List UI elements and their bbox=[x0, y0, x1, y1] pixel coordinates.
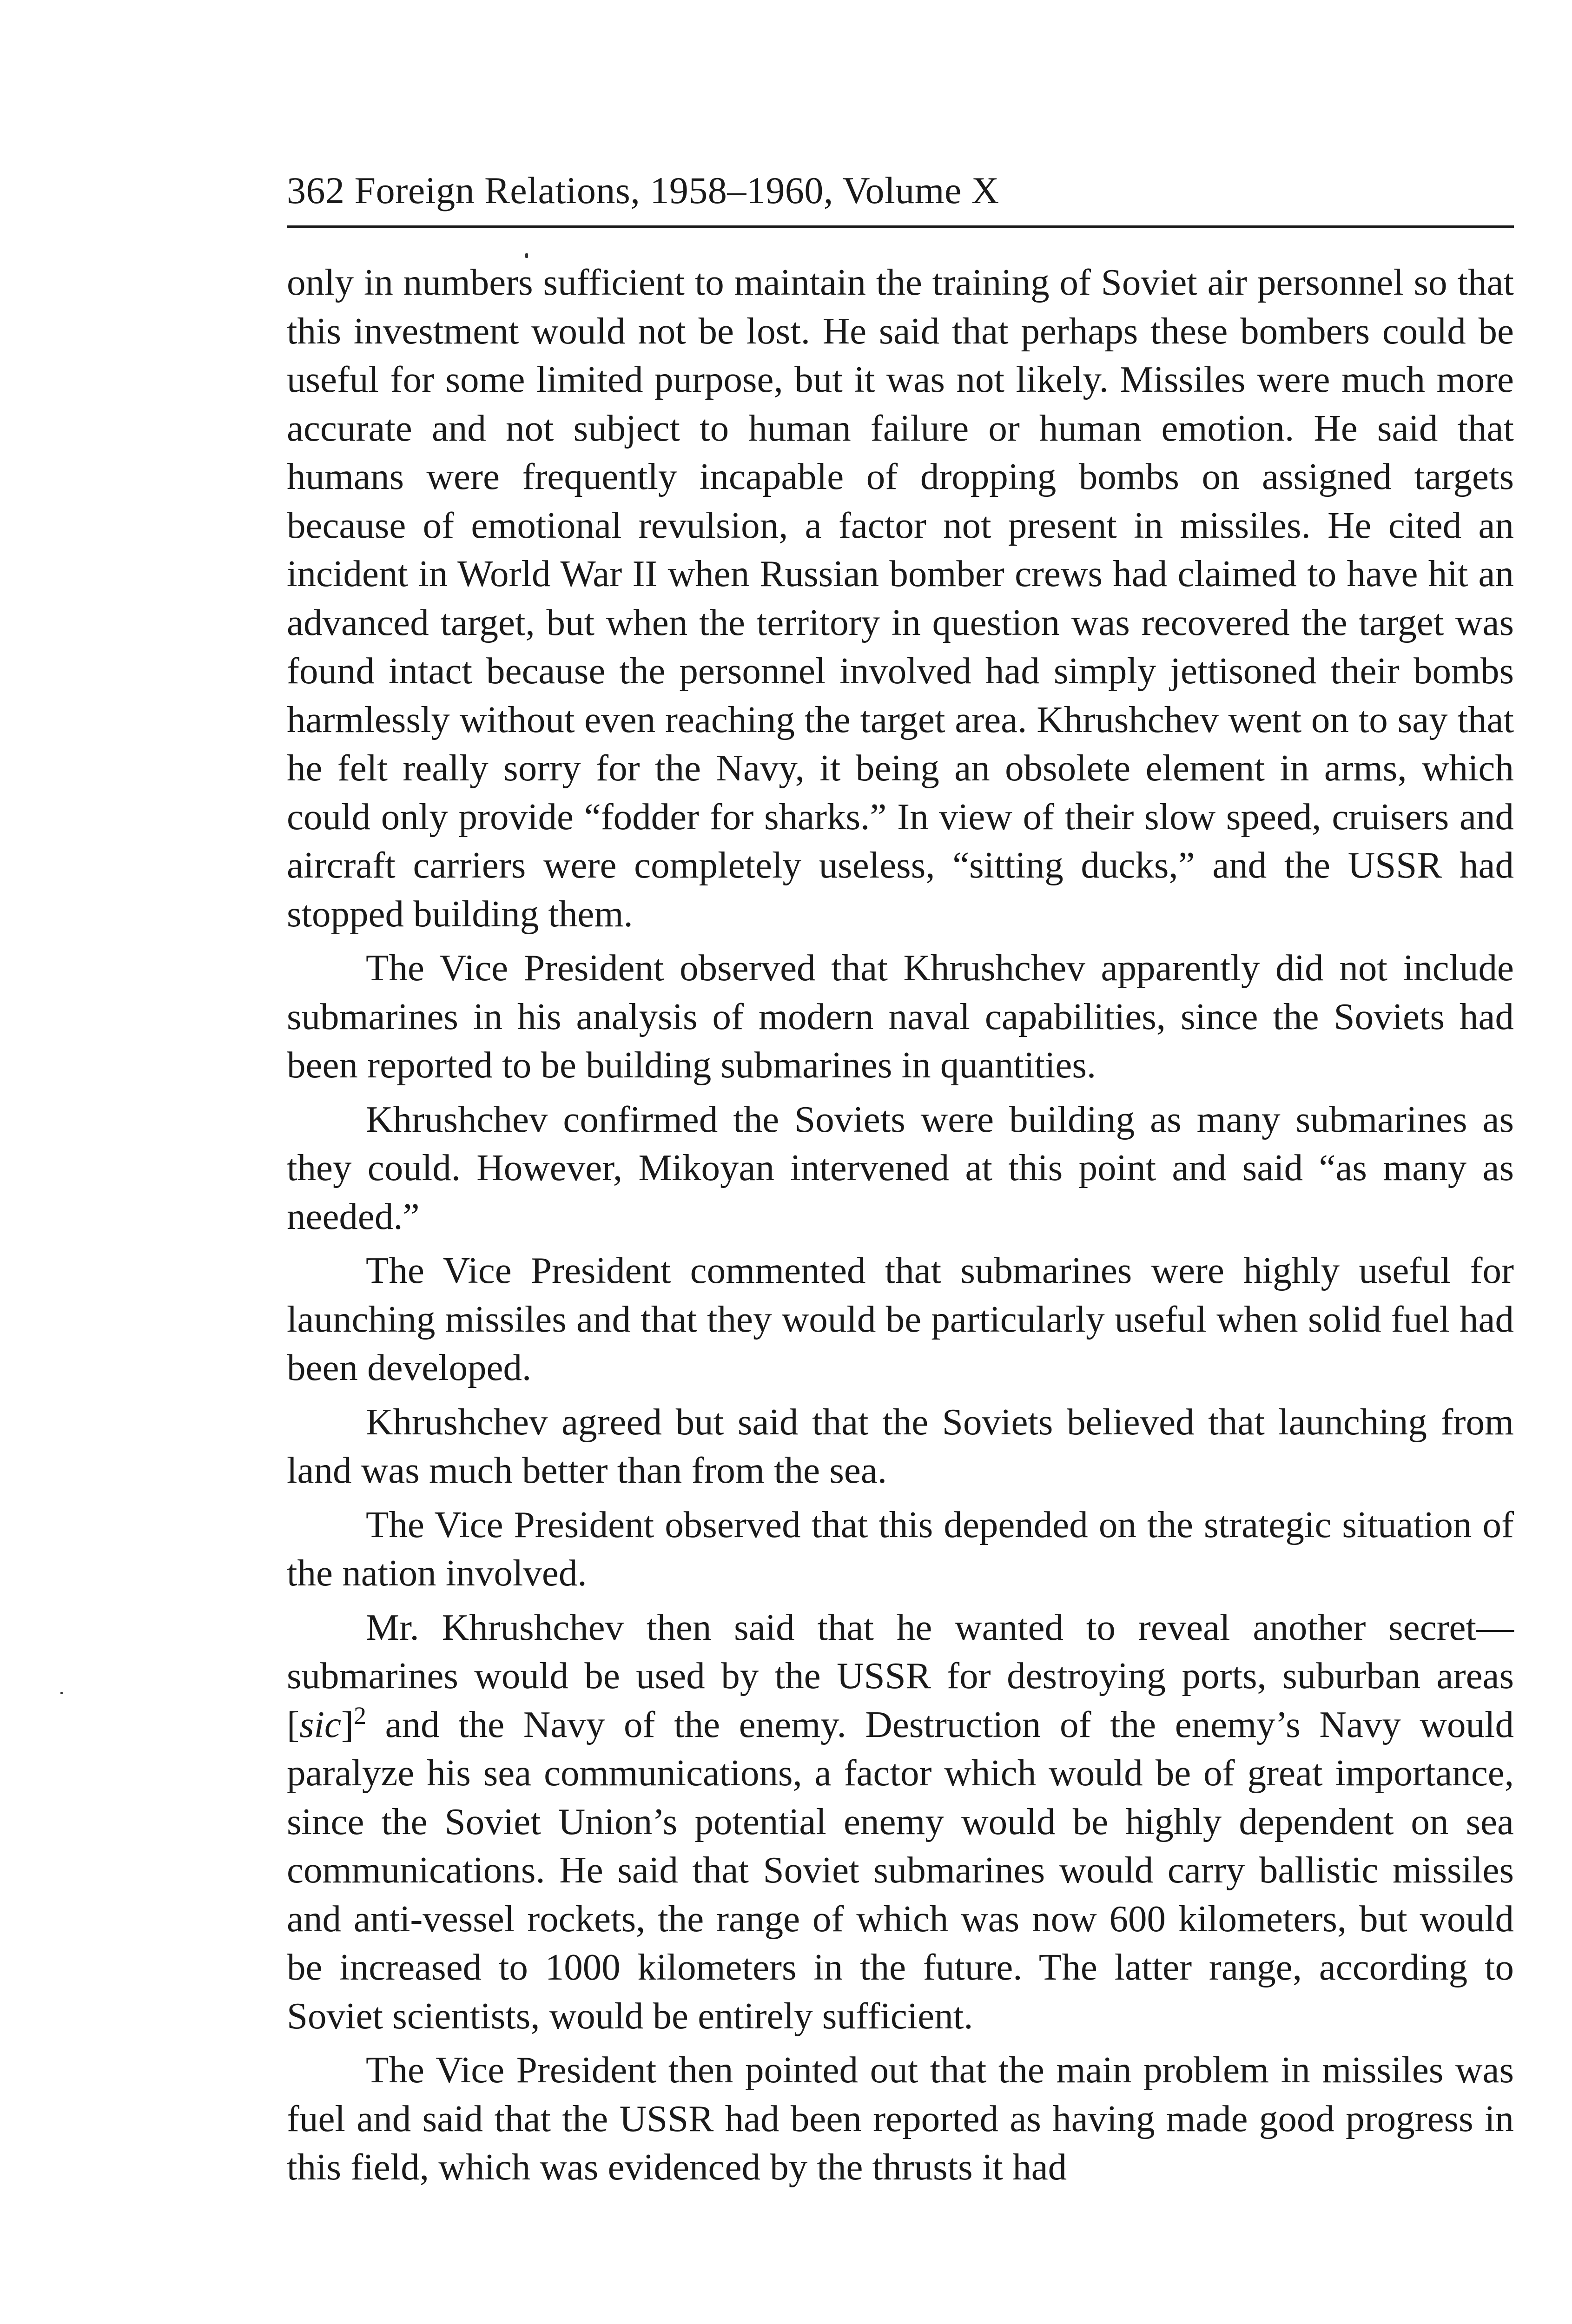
paragraph-with-footnote-ref bbox=[287, 1603, 1514, 2040]
paragraph: The Vice President observed that Khrushchev apparently did not include submarines in his analysis of modern naval capabilities, since the Soviets had been reported to be building submarines in quantities. bbox=[287, 947, 1514, 1086]
paragraph-text: Mr. Khrushchev then said that he wanted to reveal another secret— submarines would be used by the USSR for destroying ports, suburban areas [ bbox=[287, 1606, 1514, 1745]
paragraph: Khrushchev confirmed the Soviets were building as many submarines as they could. However, Mikoyan intervened at this point and said “as many as needed.” bbox=[287, 1098, 1514, 1237]
paragraph: Khrushchev agreed but said that the Soviets believed that launching from land was much better than from the sea. bbox=[287, 1400, 1514, 1491]
scan-speck bbox=[60, 1692, 63, 1694]
paragraph: The Vice President commented that submarines were highly useful for launching missiles and that they would be particularly useful when solid fuel had been developed. bbox=[287, 1249, 1514, 1388]
scan-speck bbox=[525, 253, 528, 258]
paragraph: The Vice President observed that this depended on the strategic situation of the nation involved. bbox=[287, 1503, 1514, 1594]
header-rule bbox=[287, 225, 1514, 228]
close-bracket: ] bbox=[341, 1703, 354, 1745]
paragraph: The Vice President then pointed out that the main problem in missiles was fuel and said that the USSR had been reported as having made good progress in this field, which was evidenced by the thrusts it had bbox=[287, 2049, 1514, 2188]
paragraph-continued: only in numbers sufficient to maintain the training of Soviet air personnel so that this investment would not be lost. He said that perhaps these bombers could be useful for some limited purpose, but it was not likely. Missiles were much more accurate and not subject to human failure or human emotion. He said that humans were frequently incapable of dropping bombs on assigned targets because of emotional revulsion, a factor not present in missiles. He cited an incident in World War II when Russian bomber crews had claimed to have hit an advanced target, but when the territory in question was recovered the target was found intact because the personnel involved had simply jettisoned their bombs harmlessly without even reaching the target area. Khrushchev went on to say that he felt really sorry for the Navy, it being an obsolete element in arms, which could only provide “fodder for sharks.” In view of their slow speed, cruisers and aircraft carriers were completely useless, “sitting ducks,” and the USSR had stopped building them. bbox=[287, 261, 1514, 935]
running-head: 362 Foreign Relations, 1958–1960, Volume X bbox=[287, 169, 999, 211]
sic-italic: sic bbox=[299, 1703, 341, 1745]
body-text bbox=[287, 258, 1514, 2192]
footnote-reference[interactable]: 2 bbox=[353, 1701, 366, 1730]
paragraph-text: and the Navy of the enemy. Destruction of the enemy’s Navy would paralyze his sea communications, a factor which would be of great importance, since the Soviet Union’s potential enemy would be highly dependent on sea communications. He said that Soviet submarines would carry ballistic missiles and anti-vessel rockets, the range of which was now 600 kilometers, but would be increased to 1000 kilometers in the future. The latter range, according to Soviet scientists, would be entirely sufficient. bbox=[287, 1703, 1514, 2037]
